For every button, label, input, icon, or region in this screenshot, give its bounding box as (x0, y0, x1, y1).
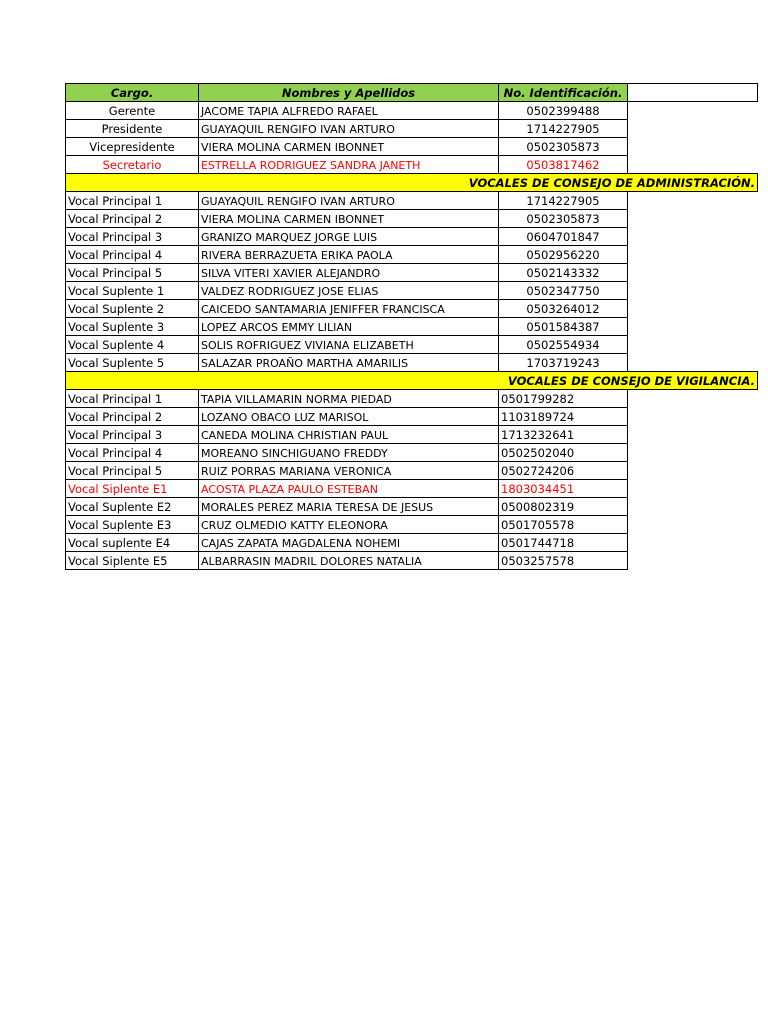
cargo-cell[interactable]: Vocal Suplente E3 (66, 516, 199, 534)
header-row (66, 84, 758, 102)
empty-cell (628, 552, 758, 570)
identificacion-cell[interactable]: 0502724206 (499, 462, 628, 480)
cargo-cell[interactable]: Vocal Siplente E1 (66, 480, 199, 498)
header-nombres[interactable]: Nombres y Apellidos (199, 84, 499, 102)
cargo-cell[interactable]: Vocal Suplente 2 (66, 300, 199, 318)
nombre-cell[interactable]: JACOME TAPIA ALFREDO RAFAEL (199, 102, 499, 120)
empty-cell (628, 390, 758, 408)
identificacion-cell[interactable]: 1103189724 (499, 408, 628, 426)
identificacion-cell[interactable]: 0502305873 (499, 138, 628, 156)
table-row (66, 498, 758, 516)
section-administracion-title[interactable]: VOCALES DE CONSEJO DE ADMINISTRACIÓN. (66, 174, 758, 192)
empty-cell (628, 156, 758, 174)
empty-cell (628, 282, 758, 300)
cargo-cell[interactable]: Vocal Principal 1 (66, 390, 199, 408)
table-row (66, 246, 758, 264)
table-row (66, 390, 758, 408)
cargo-cell[interactable]: Vocal Principal 3 (66, 228, 199, 246)
cargo-cell[interactable]: Vocal Siplente E5 (66, 552, 199, 570)
table-row (66, 138, 758, 156)
cargo-cell[interactable]: Vocal Suplente 5 (66, 354, 199, 372)
table-row (66, 210, 758, 228)
nombre-cell[interactable]: RUIZ PORRAS MARIANA VERONICA (199, 462, 499, 480)
table-row (66, 192, 758, 210)
identificacion-cell[interactable]: 0502956220 (499, 246, 628, 264)
header-identificacion[interactable]: No. Identificación. (499, 84, 628, 102)
empty-cell (628, 228, 758, 246)
cargo-cell[interactable]: Gerente (66, 102, 199, 120)
nombre-cell[interactable]: MORALES PEREZ MARIA TERESA DE JESUS (199, 498, 499, 516)
empty-cell (628, 354, 758, 372)
nombre-cell[interactable]: GUAYAQUIL RENGIFO IVAN ARTURO (199, 192, 499, 210)
cargo-cell[interactable]: Vocal Suplente 1 (66, 282, 199, 300)
identificacion-cell[interactable]: 1714227905 (499, 120, 628, 138)
table-row (66, 282, 758, 300)
empty-cell (628, 300, 758, 318)
nombre-cell[interactable]: ESTRELLA RODRIGUEZ SANDRA JANETH (199, 156, 499, 174)
cargo-cell[interactable]: Vocal suplente E4 (66, 534, 199, 552)
cargo-cell[interactable]: Vocal Principal 4 (66, 246, 199, 264)
identificacion-cell[interactable]: 0503257578 (499, 552, 628, 570)
empty-cell (628, 408, 758, 426)
empty-cell (628, 516, 758, 534)
empty-cell (628, 102, 758, 120)
cargo-cell[interactable]: Vocal Principal 3 (66, 426, 199, 444)
empty-cell (628, 444, 758, 462)
nombre-cell[interactable]: TAPIA VILLAMARIN NORMA PIEDAD (199, 390, 499, 408)
cargo-cell[interactable]: Vocal Suplente E2 (66, 498, 199, 516)
table-body (66, 102, 758, 570)
identificacion-cell[interactable]: 1714227905 (499, 192, 628, 210)
blank-header-cell (628, 84, 758, 102)
identificacion-cell[interactable]: 0502305873 (499, 210, 628, 228)
nombre-cell[interactable]: ALBARRASIN MADRIL DOLORES NATALIA (199, 552, 499, 570)
empty-cell (628, 192, 758, 210)
cargo-cell[interactable]: Vocal Principal 4 (66, 444, 199, 462)
identificacion-cell[interactable]: 0503264012 (499, 300, 628, 318)
nombre-cell[interactable]: ACOSTA PLAZA PAULO ESTEBAN (199, 480, 499, 498)
section-vigilancia-title[interactable]: VOCALES DE CONSEJO DE VIGILANCIA. (66, 372, 758, 390)
nombre-cell[interactable]: CANEDA MOLINA CHRISTIAN PAUL (199, 426, 499, 444)
identificacion-cell[interactable]: 0501744718 (499, 534, 628, 552)
table-row (66, 336, 758, 354)
section-administracion (66, 174, 758, 192)
empty-cell (628, 462, 758, 480)
table-row (66, 408, 758, 426)
nombre-cell[interactable]: RIVERA BERRAZUETA ERIKA PAOLA (199, 246, 499, 264)
nombre-cell[interactable]: CRUZ OLMEDIO KATTY ELEONORA (199, 516, 499, 534)
table-row (66, 462, 758, 480)
header-cargo[interactable]: Cargo. (66, 84, 199, 102)
nombre-cell[interactable]: VIERA MOLINA CARMEN IBONNET (199, 210, 499, 228)
identificacion-cell[interactable]: 0502554934 (499, 336, 628, 354)
table-row (66, 264, 758, 282)
nombre-cell[interactable]: SALAZAR PROAÑO MARTHA AMARILIS (199, 354, 499, 372)
identificacion-cell[interactable]: 0501799282 (499, 390, 628, 408)
identificacion-cell[interactable]: 0500802319 (499, 498, 628, 516)
table-row (66, 516, 758, 534)
nombre-cell[interactable]: LOPEZ ARCOS EMMY LILIAN (199, 318, 499, 336)
identificacion-cell[interactable]: 0502399488 (499, 102, 628, 120)
cargo-cell[interactable]: Vocal Suplente 3 (66, 318, 199, 336)
identificacion-cell[interactable]: 1803034451 (499, 480, 628, 498)
empty-cell (628, 246, 758, 264)
directiva-table (65, 83, 758, 570)
cargo-cell[interactable]: Vocal Principal 1 (66, 192, 199, 210)
nombre-cell[interactable]: VALDEZ RODRIGUEZ JOSE ELIAS (199, 282, 499, 300)
empty-cell (628, 264, 758, 282)
empty-cell (628, 480, 758, 498)
cargo-cell[interactable]: Vicepresidente (66, 138, 199, 156)
nombre-cell[interactable]: VIERA MOLINA CARMEN IBONNET (199, 138, 499, 156)
identificacion-cell[interactable]: 1703719243 (499, 354, 628, 372)
empty-cell (628, 138, 758, 156)
identificacion-cell[interactable]: 0502143332 (499, 264, 628, 282)
table-row (66, 426, 758, 444)
table-row (66, 120, 758, 138)
nombre-cell[interactable]: MOREANO SINCHIGUANO FREDDY (199, 444, 499, 462)
cargo-cell[interactable]: Vocal Suplente 4 (66, 336, 199, 354)
nombre-cell[interactable]: SILVA VITERI XAVIER ALEJANDRO (199, 264, 499, 282)
empty-cell (628, 534, 758, 552)
table-row (66, 552, 758, 570)
section-vigilancia (66, 372, 758, 390)
cargo-cell[interactable]: Vocal Principal 2 (66, 210, 199, 228)
empty-cell (628, 498, 758, 516)
table-row (66, 102, 758, 120)
nombre-cell[interactable]: CAICEDO SANTAMARIA JENIFFER FRANCISCA (199, 300, 499, 318)
identificacion-cell[interactable]: 1713232641 (499, 426, 628, 444)
table-row (66, 228, 758, 246)
nombre-cell[interactable]: GUAYAQUIL RENGIFO IVAN ARTURO (199, 120, 499, 138)
identificacion-cell[interactable]: 0502502040 (499, 444, 628, 462)
cargo-cell[interactable]: Presidente (66, 120, 199, 138)
nombre-cell[interactable]: GRANIZO MARQUEZ JORGE LUIS (199, 228, 499, 246)
table-row (66, 354, 758, 372)
empty-cell (628, 426, 758, 444)
nombre-cell[interactable]: SOLIS ROFRIGUEZ VIVIANA ELIZABETH (199, 336, 499, 354)
cargo-cell[interactable]: Vocal Principal 2 (66, 408, 199, 426)
identificacion-cell[interactable]: 0502347750 (499, 282, 628, 300)
nombre-cell[interactable]: CAJAS ZAPATA MAGDALENA NOHEMI (199, 534, 499, 552)
identificacion-cell[interactable]: 0604701847 (499, 228, 628, 246)
nombre-cell[interactable]: LOZANO OBACO LUZ MARISOL (199, 408, 499, 426)
empty-cell (628, 210, 758, 228)
identificacion-cell[interactable]: 0501584387 (499, 318, 628, 336)
cargo-cell[interactable]: Vocal Principal 5 (66, 462, 199, 480)
table-row (66, 534, 758, 552)
table-row (66, 444, 758, 462)
table-row (66, 300, 758, 318)
cargo-cell[interactable]: Vocal Principal 5 (66, 264, 199, 282)
identificacion-cell[interactable]: 0503817462 (499, 156, 628, 174)
empty-cell (628, 336, 758, 354)
table-row (66, 156, 758, 174)
empty-cell (628, 318, 758, 336)
table-row (66, 318, 758, 336)
empty-cell (628, 120, 758, 138)
cargo-cell[interactable]: Secretario (66, 156, 199, 174)
table-row (66, 480, 758, 498)
identificacion-cell[interactable]: 0501705578 (499, 516, 628, 534)
